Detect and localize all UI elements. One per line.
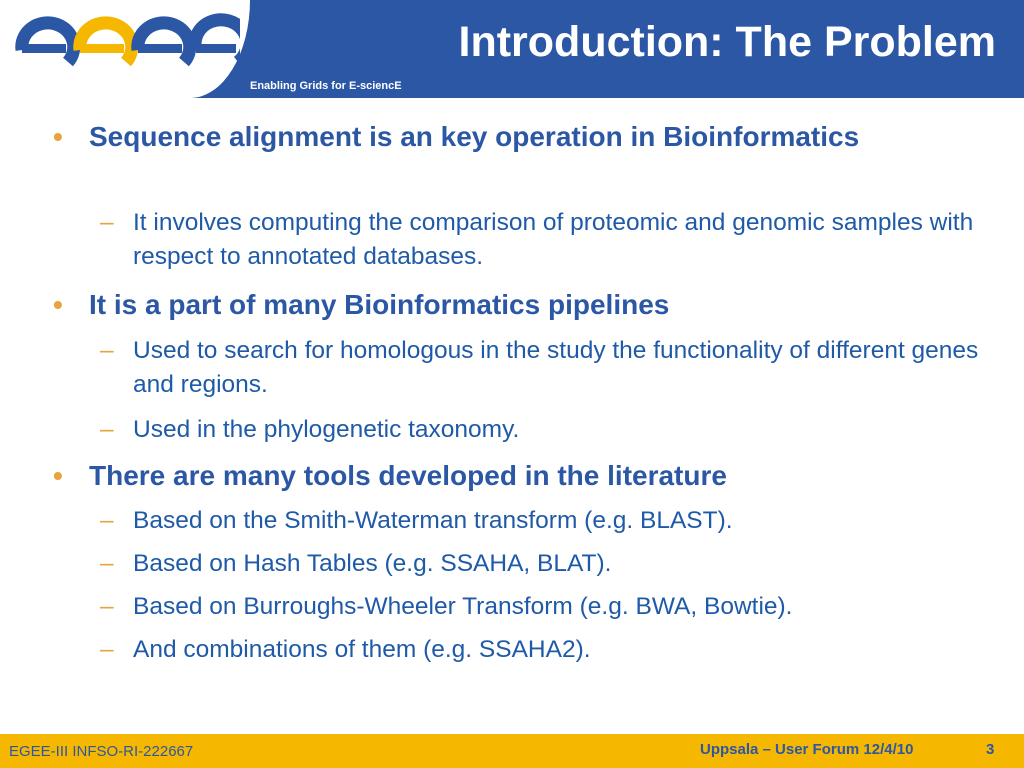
- sub-bullet-text: Based on Burroughs-Wheeler Transform (e.g. BWA, Bowtie).: [133, 593, 793, 620]
- page-number: 3: [986, 741, 995, 758]
- sub-bullet-item: [100, 206, 1003, 274]
- footer-project-id: EGEE-III INFSO-RI-222667: [9, 743, 194, 760]
- sub-bullet-item: [100, 504, 1003, 538]
- sub-bullet-text: And combinations of them (e.g. SSAHA2).: [133, 636, 591, 663]
- sub-bullet-text: Used to search for homologous in the study the functionality of different genes and regions.: [133, 337, 979, 398]
- bullet-text: Sequence alignment is an key operation in Bioinformatics: [89, 121, 860, 152]
- dash-icon: –: [100, 636, 114, 663]
- slide-title: Introduction: The Problem: [458, 18, 996, 66]
- sub-bullet-text: Used in the phylogenetic taxonomy.: [133, 416, 520, 443]
- sub-bullet-item: [100, 547, 1003, 581]
- sub-bullet-item: [100, 413, 1003, 447]
- sub-bullet-text: Based on Hash Tables (e.g. SSAHA, BLAT).: [133, 550, 612, 577]
- dash-icon: –: [100, 416, 114, 443]
- slide-footer: [0, 734, 1024, 768]
- dash-icon: –: [100, 550, 114, 577]
- dash-icon: –: [100, 507, 114, 534]
- dash-icon: –: [100, 593, 114, 620]
- logo-area: [0, 0, 250, 98]
- footer-event: Uppsala – User Forum 12/4/10: [700, 741, 914, 758]
- bullet-text: It is a part of many Bioinformatics pipelines: [89, 289, 670, 320]
- tagline: Enabling Grids for E-sciencE: [250, 80, 402, 92]
- bullet-icon: •: [53, 121, 63, 152]
- egee-logo: [10, 10, 240, 84]
- dash-icon: –: [100, 337, 114, 364]
- bullet-icon: •: [53, 289, 63, 320]
- sub-bullet-text: It involves computing the comparison of proteomic and genomic samples with respect to annotated databases.: [133, 209, 974, 270]
- sub-bullet-text: Based on the Smith-Waterman transform (e.g. BLAST).: [133, 507, 733, 534]
- sub-bullet-item: [100, 590, 1003, 624]
- bullet-item: [53, 286, 989, 324]
- sub-bullet-item: [100, 633, 1003, 667]
- sub-bullet-item: [100, 334, 1003, 402]
- bullet-text: There are many tools developed in the literature: [89, 460, 727, 491]
- bullet-item: [53, 118, 989, 156]
- slide-header: [0, 0, 1024, 98]
- dash-icon: –: [100, 209, 114, 236]
- bullet-item: [53, 457, 989, 495]
- bullet-icon: •: [53, 460, 63, 491]
